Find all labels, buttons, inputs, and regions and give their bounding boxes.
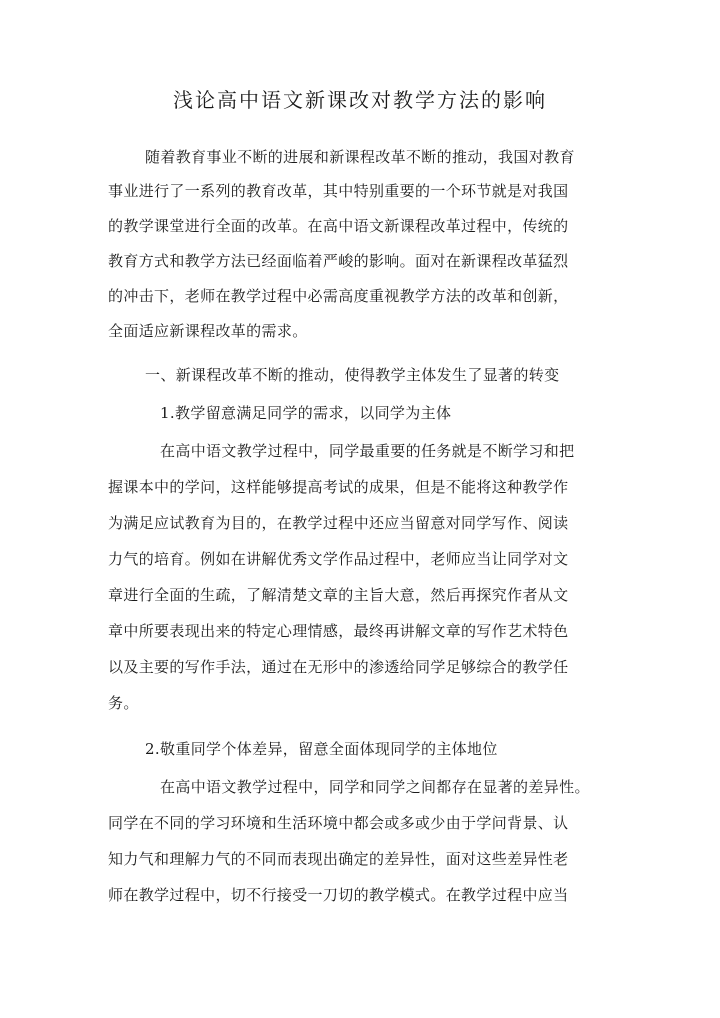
paragraph-line: 章中所要表现出来的特定心理情感，最终再讲解文章的写作艺术特色 [108,622,569,640]
paragraph-line: 同学在不同的学习环境和生活环境中都会或多或少由于学问背景、认 [108,814,569,832]
paragraph-line: 力气的培育。例如在讲解优秀文学作品过程中，老师应当让同学对文 [108,550,569,568]
paragraph-line: 教育方式和教学方法已经面临着严峻的影响。面对在新课程改革猛烈 [108,252,569,270]
paragraph-line: 师在教学过程中，切不行接受一刀切的教学模式。在教学过程中应当 [108,886,569,904]
page-title: 浅论高中语文新课改对教学方法的影响 [173,88,547,112]
paragraph-line: 握课本中的学问，这样能够提高考试的成果，但是不能将这种教学作 [108,478,569,496]
paragraph-line: 知力气和理解力气的不同而表现出确定的差异性，面对这些差异性老 [108,850,569,868]
paragraph-line: 事业进行了一系列的教育改革，其中特别重要的一个环节就是对我国 [108,182,569,200]
paragraph-line: 为满足应试教育为目的，在教学过程中还应当留意对同学写作、阅读 [108,514,569,532]
paragraph-line: 以及主要的写作手法，通过在无形中的渗透给同学足够综合的教学任 [108,658,569,676]
paragraph-line: 在高中语文教学过程中，同学最重要的任务就是不断学习和把 [160,442,575,460]
section-heading: 一、新课程改革不断的推动，使得教学主体发生了显著的转变 [145,366,560,384]
paragraph-line: 务。 [108,694,139,712]
paragraph-line: 随着教育事业不断的进展和新课程改革不断的推动，我国对教育 [145,148,575,166]
paragraph-line: 全面适应新课程改革的需求。 [108,322,308,340]
paragraph-line: 的教学课堂进行全面的改革。在高中语文新课程改革过程中，传统的 [108,217,569,235]
subsection-heading: 1.教学留意满足同学的需求，以同学为主体 [160,404,452,422]
paragraph-line: 在高中语文教学过程中，同学和同学之间都存在显著的差异性。 [160,778,590,796]
subsection-heading: 2.敬重同学个体差异，留意全面体现同学的主体地位 [145,740,498,758]
paragraph-line: 的冲击下，老师在教学过程中必需高度重视教学方法的改革和创新， [108,287,569,305]
paragraph-line: 章进行全面的生疏，了解清楚文章的主旨大意，然后再探究作者从文 [108,586,569,604]
